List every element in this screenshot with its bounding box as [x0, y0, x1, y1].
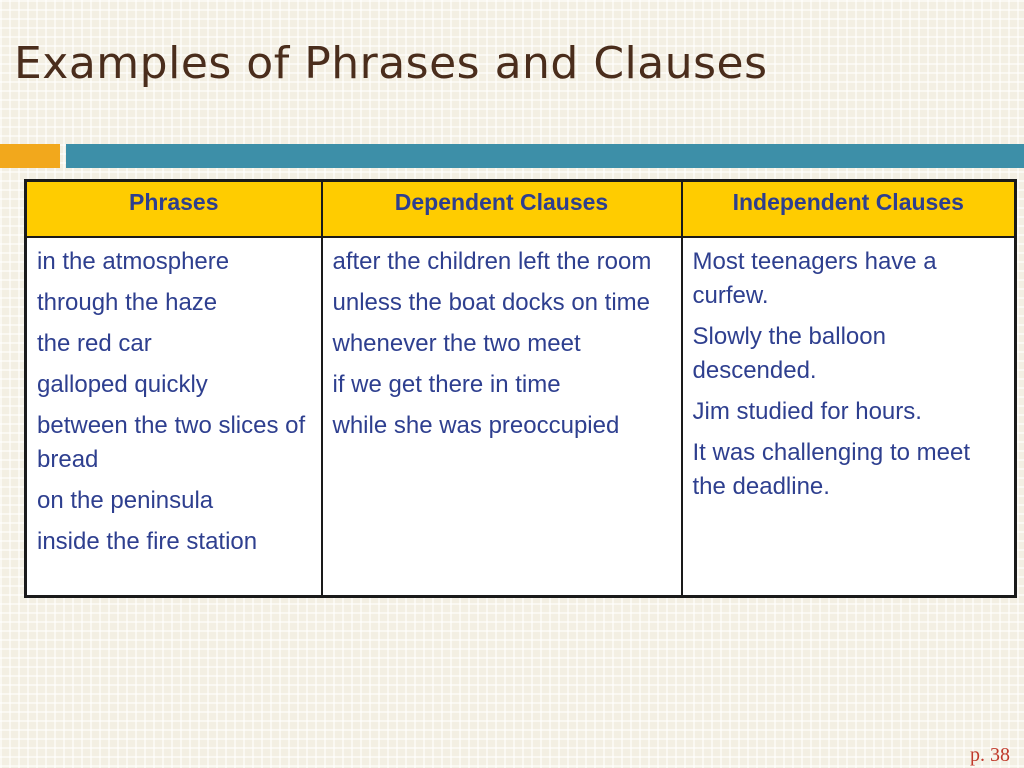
phrase-item: on the peninsula: [37, 486, 214, 514]
dependent-clause-item: unless the boat docks on time: [332, 288, 651, 316]
phrase-item: through the haze: [37, 288, 218, 316]
phrases-cell: [26, 237, 322, 597]
slide-title: Examples of Phrases and Clauses: [14, 38, 768, 89]
independent-clause-item: Jim studied for hours.: [692, 397, 922, 425]
independent-clause-item: It was challenging to meet the deadline.: [692, 438, 970, 500]
phrase-item: inside the fire station: [37, 527, 258, 555]
phrase-item: galloped quickly: [37, 370, 208, 398]
independent-clauses-cell: [682, 237, 1016, 597]
dependent-clause-item: if we get there in time: [332, 370, 561, 398]
accent-bar-teal: [66, 144, 1024, 168]
dependent-clause-item: while she was preoccupied: [332, 411, 620, 439]
independent-clause-item: Slowly the balloon descended.: [692, 322, 886, 384]
header-independent-clauses: Independent Clauses: [682, 181, 1016, 237]
header-phrases: Phrases: [26, 181, 322, 237]
dependent-clause-item: after the children left the room: [332, 247, 652, 275]
page-number: p. 38: [970, 744, 1010, 766]
phrase-item: between the two slices of bread: [37, 411, 306, 473]
examples-table: [24, 179, 1017, 598]
independent-clause-item: Most teenagers have a curfew.: [692, 247, 937, 309]
phrase-item: the red car: [37, 329, 152, 357]
dependent-clause-item: whenever the two meet: [332, 329, 581, 357]
header-dependent-clauses: Dependent Clauses: [322, 181, 682, 237]
table-row: [26, 237, 1016, 597]
accent-bar-orange: [0, 144, 60, 168]
phrase-item: in the atmosphere: [37, 247, 230, 275]
table-header-row: [26, 181, 1016, 237]
dependent-clauses-cell: [322, 237, 682, 597]
